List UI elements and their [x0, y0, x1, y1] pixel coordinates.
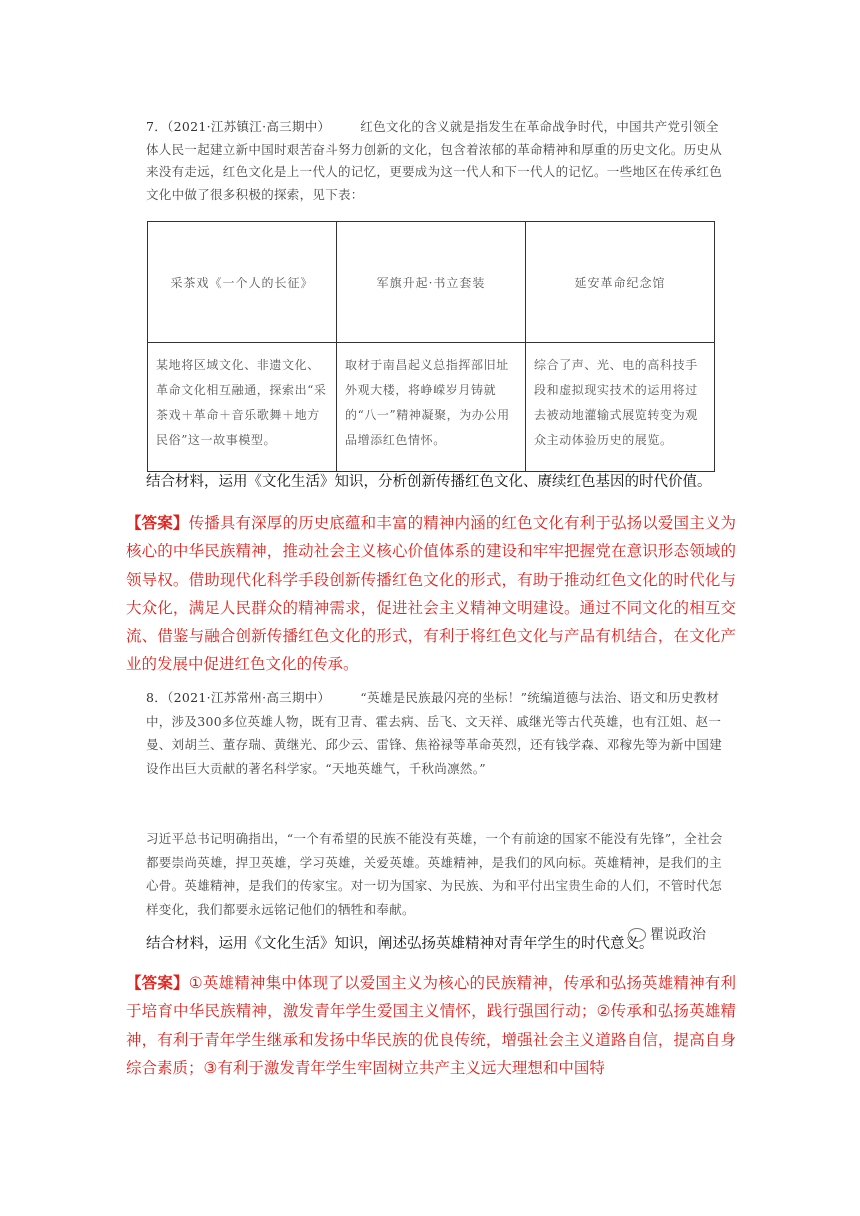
answer-text: ①英雄精神集中体现了以爱国主义为核心的民族精神，传承和弘扬英雄精神有利于培育中华民族精神，激发青年学生爱国主义情怀，践行强国行动；②传承和弘扬英雄精神，有利于青年学生继承和发扬中华民族的优良传统，增强社会主义道路自信，提高自身综合素质；③有利于激发青年学生牢固树立共产主义远大理想和中国特	[126, 974, 736, 1077]
answer-text: 传播具有深厚的历史底蕴和丰富的精神内涵的红色文化有利于弘扬以爱国主义为核心的中华民族精神，推动社会主义核心价值体系的建设和牢牢把握党在意识形态领域的领导权。借助现代化科学手段创新传播红色文化的形式，有助于推动红色文化的时代化与大众化，满足人民群众的精神需求，促进社会主义精神文明建设。通过不同文化的相互交流、借鉴与融合创新传播红色文化的形式，有利于将红色文化与产品有机结合，在文化产业的发展中促进红色文化的传承。	[126, 514, 736, 674]
question-8-answer	[126, 969, 736, 1082]
question-8-prompt: 结合材料，运用《文化生活》知识，阐述弘扬英雄精神对青年学生的时代意义。	[146, 936, 654, 952]
material-table	[147, 221, 715, 472]
question-7-head: 7．（2021·江苏镇江·高三期中）	[146, 119, 331, 134]
table-header-cell: 采茶戏《一个人的长征》	[148, 222, 337, 343]
table-cell: 取材于南昌起义总指挥部旧址外观大楼，将峥嵘岁月铸就的“八一”精神凝聚，为办公用品增添红色情怀。	[337, 343, 526, 472]
table-row	[148, 343, 715, 472]
table-cell: 某地将区域文化、非遗文化、革命文化相互融通，探索出“采茶戏＋革命＋音乐歌舞＋地方民俗”这一故事模型。	[148, 343, 337, 472]
watermark-text: 瞿说政治	[650, 927, 706, 943]
question-7-prompt: 结合材料，运用《文化生活》知识，分析创新传播红色文化、赓续红色基因的时代价值。	[146, 474, 712, 490]
answer-tag: 【答案】	[126, 514, 189, 532]
question-7-body: 红色文化的含义就是指发生在革命战争时代，中国共产党引领全体人民一起建立新中国时艰苦奋斗努力创新的文化，包含着浓郁的革命精神和厚重的历史文化。历史从来没有走远，红色文化是上一代人的记忆，更要成为这一代人和下一代人的记忆。一些地区在传承红色文化中做了很多积极的探索，见下表：	[146, 119, 723, 203]
table-header-cell: 延安革命纪念馆	[526, 222, 715, 343]
watermark	[628, 924, 706, 944]
table-cell: 综合了声、光、电的高科技手段和虚拟现实技术的运用将过去被动地灌输式展览转变为观众主动体验历史的展览。	[526, 343, 715, 472]
question-7-text	[146, 116, 726, 207]
table-header-row	[148, 222, 715, 343]
question-8-head: 8．（2021·江苏常州·高三期中）	[146, 690, 331, 705]
question-8-text	[146, 686, 726, 780]
question-8-body-2: 习近平总书记明确指出，“一个有希望的民族不能没有英雄，一个有前途的国家不能没有先锋”，全社会都要崇尚英雄，捍卫英雄，学习英雄，关爱英雄。英雄精神，是我们的风向标。英雄精神，是我们的主心骨。英雄精神，是我们的传家宝。对一切为国家、为民族、为和平付出宝贵生命的人们，不管时代怎样变化，我们都要永远铭记他们的牺牲和奉献。	[146, 831, 723, 917]
question-8-text-2	[146, 827, 726, 921]
table-header-cell: 军旗升起·书立套装	[337, 222, 526, 343]
wechat-icon	[628, 928, 646, 942]
question-8-body-1: “英雄是民族最闪亮的坐标！”统编道德与法治、语文和历史教材中，涉及300多位英雄人物，既有卫青、霍去病、岳飞、文天祥、戚继光等古代英雄，也有江姐、赵一曼、刘胡兰、董存瑞、黄继光、邱少云、雷锋、焦裕禄等革命英烈，还有钱学森、邓稼先等为新中国建设作出巨大贡献的著名科学家。“天地英雄气，千秋尚凛然。”	[146, 690, 723, 776]
question-7-answer	[126, 509, 736, 679]
answer-tag: 【答案】	[126, 974, 189, 992]
